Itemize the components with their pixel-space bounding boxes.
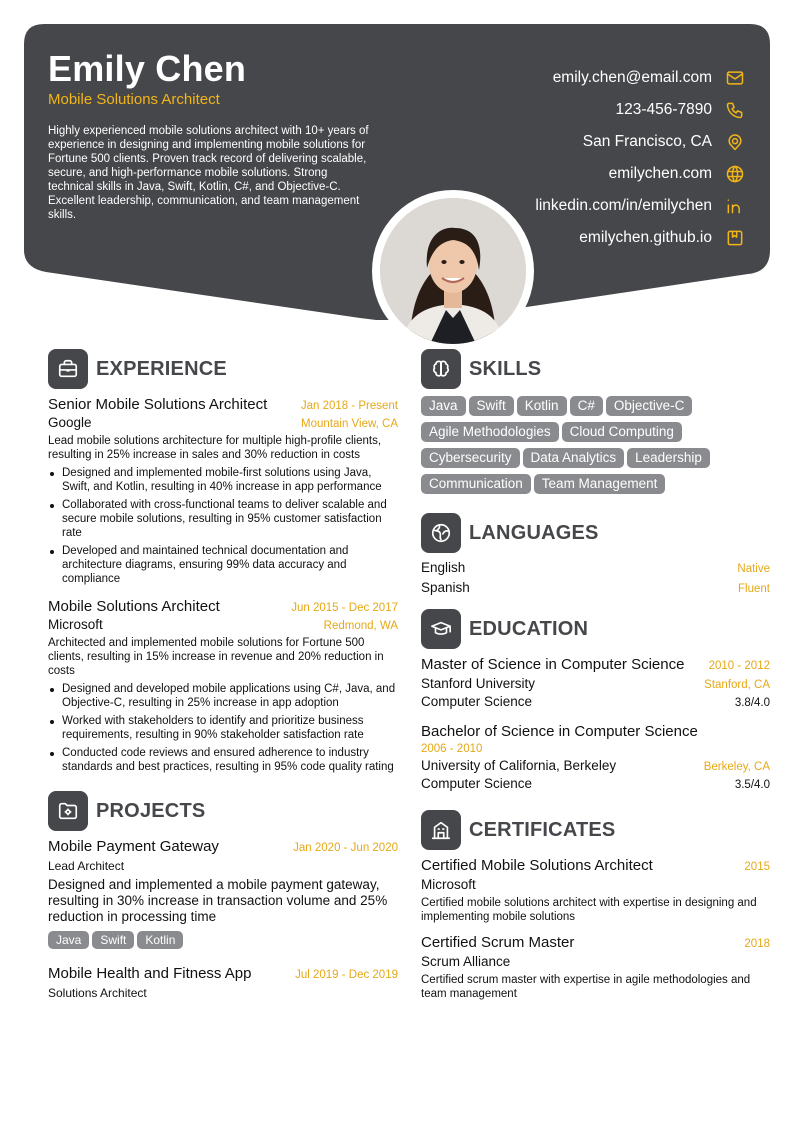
school-location: Stanford, CA <box>704 679 770 691</box>
skill-tag: Swift <box>469 396 514 416</box>
skill-tag: Team Management <box>534 474 666 494</box>
job-bullets <box>48 682 398 774</box>
skill-tag: Data Analytics <box>523 448 625 468</box>
certificate-title: Certified Scrum Master <box>421 934 575 951</box>
school-name: University of California, Berkeley <box>421 758 617 773</box>
job-description: Architected and implemented mobile solutions for Fortune 500 clients, resulting in 15% increase in revenue and 20% reduction in costs <box>48 637 384 677</box>
skill-tag: Communication <box>421 474 531 494</box>
job-bullet: Developed and maintained technical documentation and architecture diagrams, ensuring 99% data accuracy and compliance <box>48 544 398 586</box>
degree-gpa: 3.8/4.0 <box>734 697 770 709</box>
job-location: Redmond, WA <box>323 620 398 632</box>
profile-summary: Highly experienced mobile solutions architect with 10+ years of experience in designing and implementing mobile solutions for Fortune 500 clients. Proven track record of delivering scalable, secure, and high-performance mobile solutions. Strong technical skills in Java, Swift, Kotlin, C#, and Objective-C. Excellent leadership, communication, and team management skills. <box>48 125 369 221</box>
job-bullet: Worked with stakeholders to identify and prioritize business requirements, resulting in 90% stakeholder satisfaction rate <box>48 714 398 742</box>
school-name: Stanford University <box>421 676 536 691</box>
skill-tag: Agile Methodologies <box>421 422 559 442</box>
project-date: Jan 2020 - Jun 2020 <box>293 842 398 854</box>
contact-github-text[interactable]: emilychen.github.io <box>579 229 712 246</box>
experience-section-header <box>48 348 398 390</box>
projects-section-title: PROJECTS <box>96 799 206 822</box>
degree-date: 2006 - 2010 <box>421 743 483 755</box>
degree-field: Computer Science <box>421 694 533 709</box>
education-item <box>421 656 770 709</box>
certificate-item <box>421 934 770 1001</box>
language-item <box>421 560 770 580</box>
bookmark-icon <box>724 227 746 249</box>
folder-icon <box>48 791 88 831</box>
project-role: Solutions Architect <box>48 986 147 1000</box>
languages-section-title: LANGUAGES <box>469 521 599 544</box>
certificate-description: Certified mobile solutions architect with expertise in designing and implementing mobile solutions <box>421 897 757 923</box>
project-description: Designed and implemented a mobile payment gateway, resulting in 30% increase in transaction volume and 25% reduction in processing time <box>48 877 388 924</box>
job-date: Jan 2018 - Present <box>300 400 398 412</box>
contact-email-text[interactable]: emily.chen@email.com <box>552 69 712 86</box>
brain-icon <box>421 349 461 389</box>
job-company: Google <box>48 415 92 430</box>
experience-section-title: EXPERIENCE <box>96 357 227 380</box>
experience-item <box>48 598 398 774</box>
job-date: Jun 2015 - Dec 2017 <box>291 602 398 614</box>
candidate-role: Mobile Solutions Architect <box>48 91 220 108</box>
education-item <box>421 723 770 791</box>
briefcase-icon <box>48 349 88 389</box>
skill-tag: Java <box>421 396 466 416</box>
language-name: English <box>421 560 466 575</box>
phone-icon <box>724 99 746 121</box>
graduation-cap-icon <box>421 609 461 649</box>
project-item <box>48 965 398 1000</box>
right-column <box>421 348 770 1001</box>
certificate-issuer: Scrum Alliance <box>421 954 511 969</box>
degree-field: Computer Science <box>421 776 533 791</box>
education-section-header <box>421 608 770 650</box>
mail-icon <box>724 67 746 89</box>
certificates-section-header <box>421 809 770 851</box>
project-tag: Kotlin <box>137 931 183 949</box>
contact-phone-text[interactable]: 123-456-7890 <box>615 101 712 118</box>
languages-section-header <box>421 512 770 554</box>
job-company: Microsoft <box>48 617 103 632</box>
profile-photo <box>380 198 526 344</box>
job-description: Lead mobile solutions architecture for multiple high-profile clients, resulting in 25% increase in sales and 30% reduction in costs <box>48 435 382 461</box>
project-tags <box>48 931 398 955</box>
project-title: Mobile Health and Fitness App <box>48 965 252 982</box>
project-tag: Java <box>48 931 89 949</box>
languages-list <box>421 560 770 600</box>
job-bullet: Conducted code reviews and ensured adherence to industry standards and best practices, resulting in 95% code quality rating <box>48 746 398 774</box>
job-bullets <box>48 466 398 586</box>
degree-title: Master of Science in Computer Science <box>421 656 685 673</box>
contact-location-text: San Francisco, CA <box>582 133 712 150</box>
projects-section-header <box>48 790 398 832</box>
skill-tag: Leadership <box>627 448 710 468</box>
project-date: Jul 2019 - Dec 2019 <box>295 969 398 981</box>
job-bullet: Collaborated with cross-functional teams to deliver scalable and secure mobile solutions, resulting in 95% customer satisfaction rate <box>48 498 398 540</box>
globe-icon <box>724 163 746 185</box>
certificate-issuer: Microsoft <box>421 877 476 892</box>
degree-gpa: 3.5/4.0 <box>734 779 770 791</box>
language-level: Native <box>737 563 770 575</box>
skills-list <box>421 396 770 500</box>
skills-section-title: SKILLS <box>469 357 542 380</box>
skills-section-header <box>421 348 770 390</box>
contact-website-text[interactable]: emilychen.com <box>608 165 712 182</box>
building-icon <box>421 810 461 850</box>
degree-date: 2010 - 2012 <box>708 660 770 672</box>
location-pin-icon <box>724 131 746 153</box>
certificates-section-title: CERTIFICATES <box>469 818 616 841</box>
skill-tag: Cloud Computing <box>562 422 682 442</box>
contact-location <box>410 126 770 158</box>
job-bullet: Designed and developed mobile applications using C#, Java, and Objective-C, resulting in 25% increase in app adoption <box>48 682 398 710</box>
project-item <box>48 838 398 955</box>
contact-email[interactable] <box>410 62 770 94</box>
skill-tag: Objective-C <box>606 396 693 416</box>
profile-photo-frame <box>372 190 534 352</box>
certificate-title: Certified Mobile Solutions Architect <box>421 857 653 874</box>
language-name: Spanish <box>421 580 470 595</box>
skill-tag: Kotlin <box>517 396 567 416</box>
contact-website[interactable] <box>410 158 770 190</box>
certificate-year: 2018 <box>744 938 770 950</box>
language-level: Fluent <box>738 583 770 595</box>
project-title: Mobile Payment Gateway <box>48 838 219 855</box>
language-item <box>421 580 770 600</box>
language-icon <box>421 513 461 553</box>
experience-item <box>48 396 398 586</box>
degree-title: Bachelor of Science in Computer Science <box>421 723 698 740</box>
project-tag: Swift <box>92 931 134 949</box>
certificate-year: 2015 <box>744 861 770 873</box>
project-role: Lead Architect <box>48 859 125 873</box>
education-section-title: EDUCATION <box>469 617 589 640</box>
job-title: Senior Mobile Solutions Architect <box>48 396 268 413</box>
contact-phone[interactable] <box>410 94 770 126</box>
job-location: Mountain View, CA <box>301 418 398 430</box>
skill-tag: C# <box>570 396 603 416</box>
contact-linkedin-text[interactable]: linkedin.com/in/emilychen <box>535 197 712 214</box>
left-column <box>48 348 398 1000</box>
candidate-name: Emily Chen <box>48 48 247 89</box>
job-title: Mobile Solutions Architect <box>48 598 220 615</box>
skill-tag: Cybersecurity <box>421 448 520 468</box>
certificate-item <box>421 857 770 924</box>
linkedin-icon <box>724 195 746 217</box>
certificate-description: Certified scrum master with expertise in agile methodologies and team management <box>421 974 751 1000</box>
school-location: Berkeley, CA <box>703 761 770 773</box>
job-bullet: Designed and implemented mobile-first solutions using Java, Swift, and Kotlin, resulting in 40% increase in app performance <box>48 466 398 494</box>
